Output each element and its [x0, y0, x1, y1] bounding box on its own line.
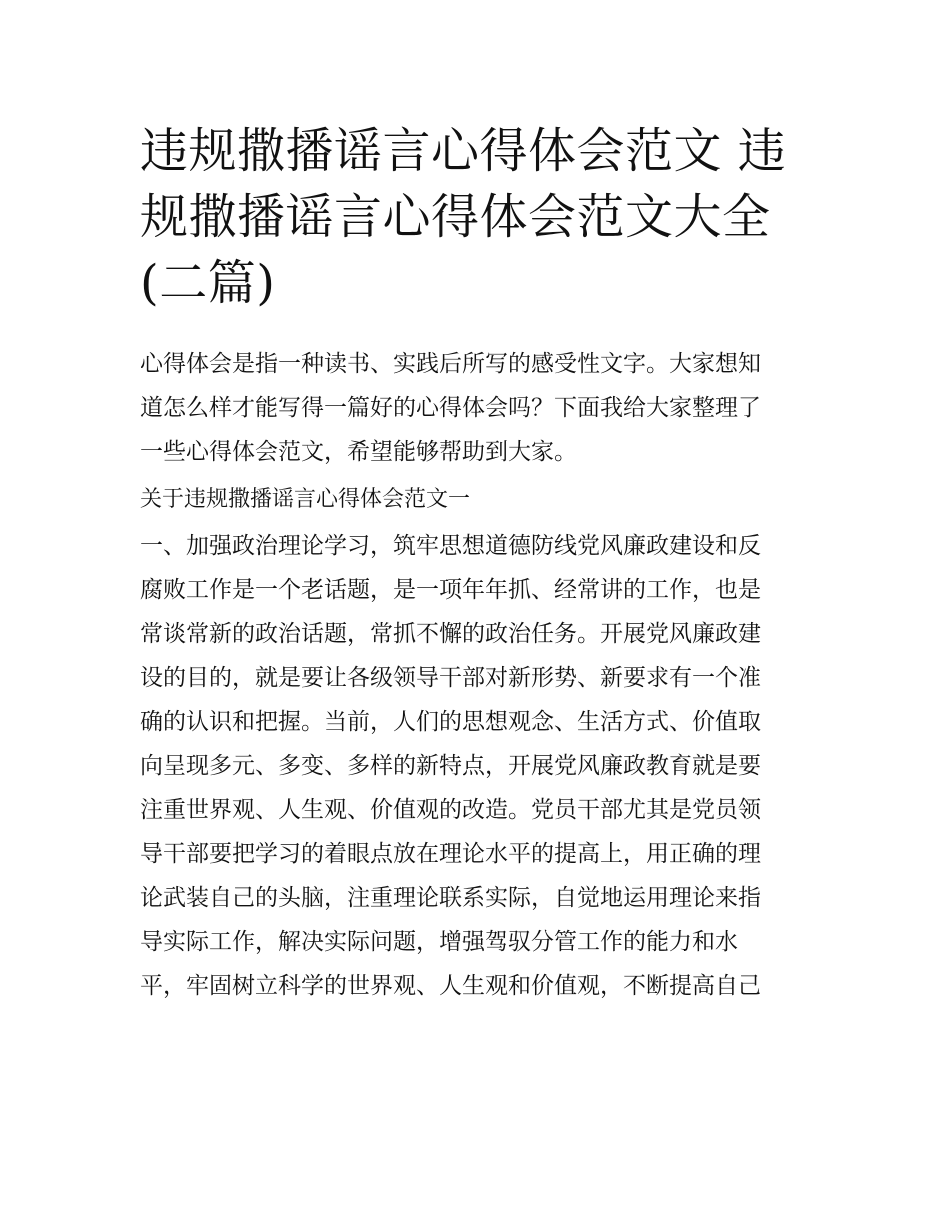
text-line: 注重世界观、人生观、价值观的改造。党员干部尤其是党员领 — [140, 797, 761, 823]
section-paragraph — [140, 524, 812, 1008]
text-line: 常谈常新的政治话题，常抓不懈的政治任务。开展党风廉政建 — [140, 621, 761, 647]
title-line: 违规撒播谣言心得体会范文 违 — [140, 123, 787, 179]
text-line: 向呈现多元、多变、多样的新特点，开展党风廉政教育就是要 — [140, 753, 761, 779]
text-line: 腐败工作是一个老话题，是一项年年抓、经常讲的工作，也是 — [140, 577, 761, 603]
text-line: 论武装自己的头脑，注重理论联系实际，自觉地运用理论来指 — [140, 885, 761, 911]
text-line: 确的认识和把握。当前，人们的思想观念、生活方式、价值取 — [140, 709, 761, 735]
text-line: 设的目的，就是要让各级领导干部对新形势、新要求有一个准 — [140, 665, 761, 691]
text-line: 一些心得体会范文，希望能够帮助到大家。 — [140, 439, 577, 465]
document-content — [140, 118, 812, 1008]
document-body — [140, 342, 812, 1008]
text-line: 平，牢固树立科学的世界观、人生观和价值观，不断提高自己 — [140, 973, 761, 999]
text-line: 道怎么样才能写得一篇好的心得体会吗？下面我给大家整理了 — [140, 395, 761, 421]
document-title — [140, 118, 812, 316]
title-line: 规撒播谣言心得体会范文大全 — [140, 189, 771, 245]
text-line: 导实际工作，解决实际问题，增强驾驭分管工作的能力和水 — [140, 929, 738, 955]
title-line: (二篇) — [140, 255, 276, 311]
section-heading: 关于违规撒播谣言心得体会范文一 — [140, 487, 471, 512]
text-line: 导干部要把学习的着眼点放在理论水平的提高上，用正确的理 — [140, 841, 761, 867]
text-line: 心得体会是指一种读书、实践后所写的感受性文字。大家想知 — [140, 351, 761, 377]
text-line: 一、加强政治理论学习，筑牢思想道德防线党风廉政建设和反 — [140, 533, 761, 559]
intro-paragraph — [140, 342, 812, 474]
